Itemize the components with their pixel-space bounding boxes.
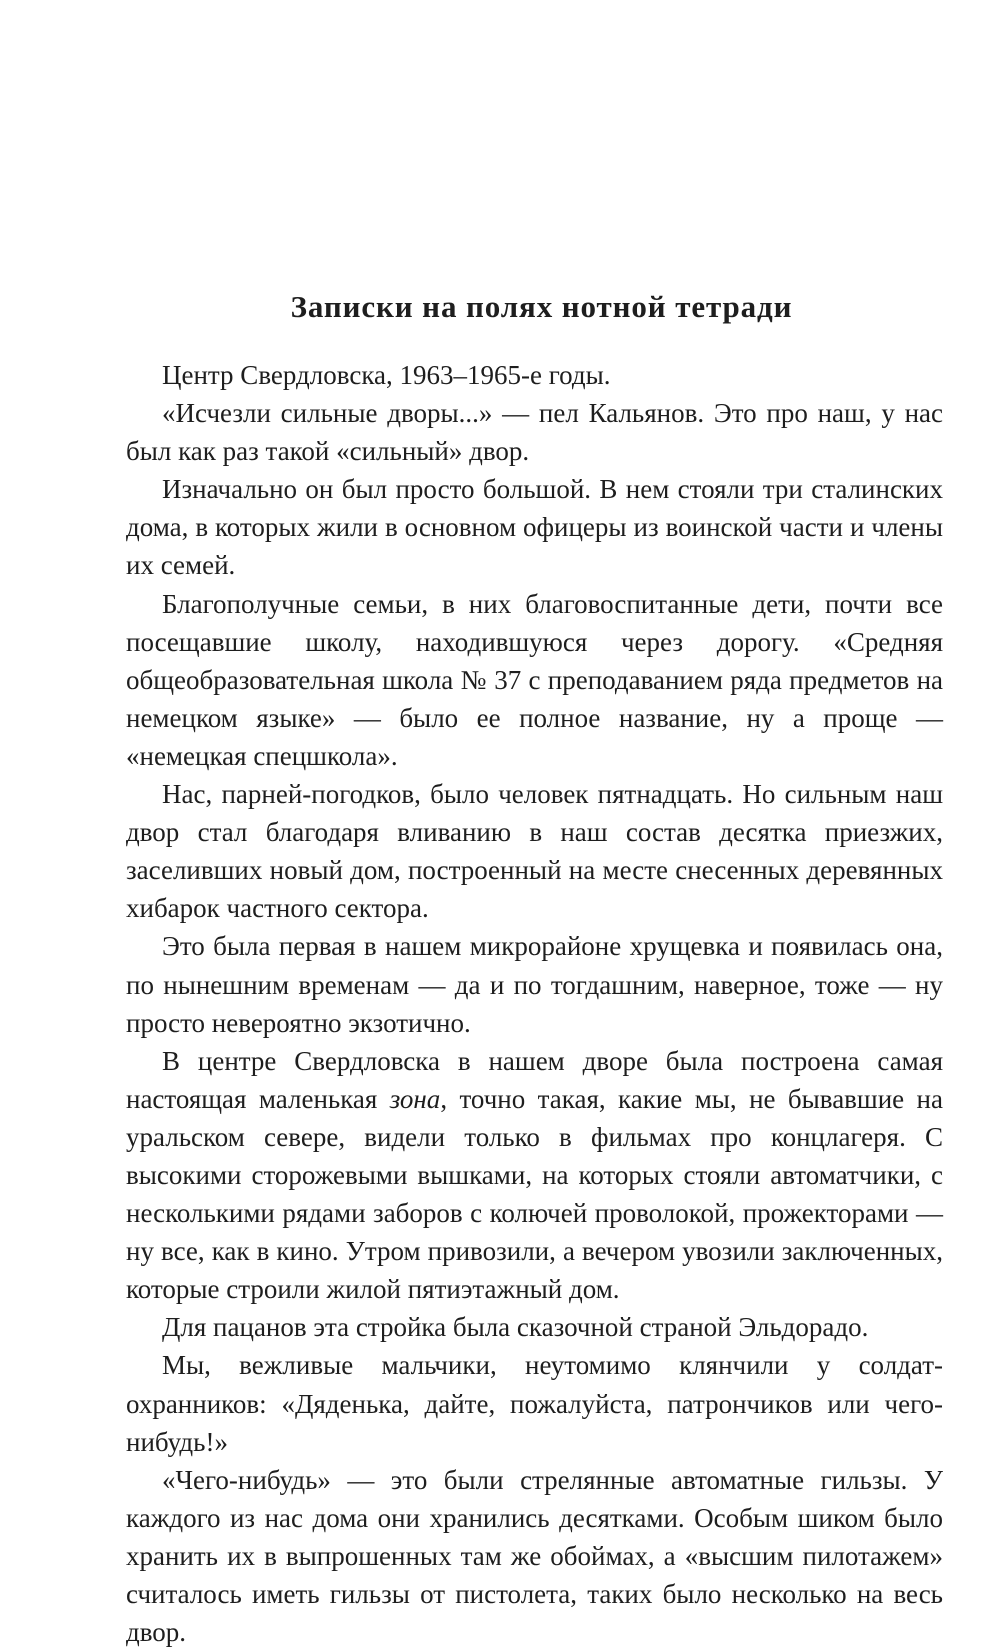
paragraph: Центр Свердловска, 1963–1965-е годы. <box>162 360 611 390</box>
paragraph: Для пацанов эта стройка была сказочной страной Эльдорадо. <box>162 1312 869 1343</box>
paragraph: «Исчезли сильные дворы...» — пел Кальянов. Это про наш, у нас был как раз такой «сильный» двор. <box>126 398 943 467</box>
paragraph: «Чего-нибудь» — это были стрелянные автоматные гильзы. У каждого из нас дома они хранились десятками. Особым шиком было хранить их в выпрошенных там же обоймах, а «высшим пилотажем» считалось иметь гильзы от пистолета, таких было несколько на весь двор. <box>126 1464 943 1648</box>
paragraph: Изначально он был просто большой. В нем стояли три сталинских дома, в которых жили в основном офицеры из воинской части и члены их семей. <box>126 474 943 581</box>
paragraph-text: В центре Свердловска в нашем дворе была построена самая настоящая маленькая <box>126 1045 943 1114</box>
paragraph: Благополучные семьи, в них благовоспитанные дети, почти все посещавшие школу, находившуюся через дорогу. «Средняя общеобразовательная школа № 37 с преподаванием ряда предметов на немецком языке» — было ее полное название, ну а проще — «немецкая спецшкола». <box>126 588 943 771</box>
paragraph-with-italic <box>126 1042 943 1309</box>
paragraph: Мы, вежливые мальчики, неутомимо клянчили у солдат-охранников: «Дяденька, дайте, пожалуйста, патрончиков или чего-нибудь!» <box>126 1350 943 1457</box>
chapter-title: Записки на полях нотной тетради <box>290 289 793 324</box>
italic-word: зона <box>389 1083 441 1114</box>
paragraph: Это была первая в нашем микрорайоне хрущевка и появилась она, по нынешним временам — да и по тогдашним, наверное, тоже — ну просто невероятно экзотично. <box>126 931 943 1038</box>
page-content <box>126 282 943 1651</box>
paragraph-text: , точно такая, какие мы, не бывавшие на уральском севере, видели только в фильмах про концлагеря. С высокими сторожевыми вышками, на которых стояли автоматчики, с несколькими рядами заборов с колючей проволокой, прожекторами — ну все, как в кино. Утром привозили, а вечером увозили заключенных, которые строили жилой пятиэтажный дом. <box>126 1083 943 1305</box>
paragraph: Нас, парней-погодков, было человек пятнадцать. Но сильным наш двор стал благодаря вливанию в наш состав десятка приезжих, заселивших новый дом, построенный на месте снесенных деревянных хибарок частного сектора. <box>126 779 943 924</box>
